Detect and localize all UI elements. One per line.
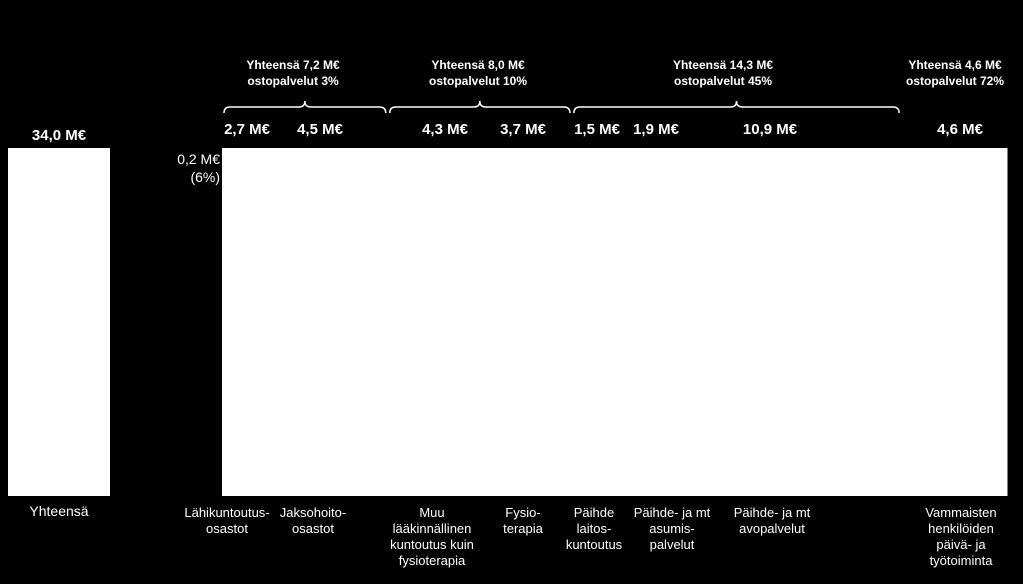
segment-value-label: 4,3 M€ <box>422 121 468 138</box>
total-value-label: 34,0 M€ <box>31 127 87 144</box>
segment-bar <box>487 148 573 496</box>
annotation-share: (6%) <box>190 169 220 185</box>
segment-bar <box>388 148 487 496</box>
segment-value-label: 4,5 M€ <box>297 121 343 138</box>
segment-bar <box>901 148 1007 496</box>
group-total-label: Yhteensä 7,2 M€ <box>246 58 340 72</box>
segment-value-label: 1,5 M€ <box>574 121 620 138</box>
segment-value-label: 3,7 M€ <box>500 121 546 138</box>
segment-bar <box>222 148 285 496</box>
group-purchased-label: ostopalvelut 45% <box>673 74 773 88</box>
category-label: Päihde laitos- kuntoutus <box>565 505 623 552</box>
group-total-label: Yhteensä 4,6 M€ <box>908 58 1002 72</box>
category-label: Fysio- terapia <box>503 505 543 536</box>
group-brace <box>224 101 386 113</box>
category-label: Vammaisten henkilöiden päivä- ja työtoiminta <box>925 505 997 568</box>
category-label: Jaksohoito- osastot <box>279 505 347 536</box>
group-purchased-label: ostopalvelut 72% <box>905 74 1005 88</box>
segment-value-label: 2,7 M€ <box>224 121 270 138</box>
category-label: Päihde- ja mt avopalvelut <box>733 505 811 536</box>
category-label: Päihde- ja mt asumis- palvelut <box>633 505 711 552</box>
group-purchased-label: ostopalvelut 3% <box>247 74 339 88</box>
group-brace <box>390 101 570 113</box>
group-total-label: Yhteensä 14,3 M€ <box>672 58 774 72</box>
segment-bar <box>650 148 901 496</box>
group-brace <box>574 101 899 113</box>
total-category-label: Yhteensä <box>29 503 89 519</box>
segment-bar <box>606 148 650 496</box>
total-bar <box>8 148 110 496</box>
annotation-value: 0,2 M€ <box>177 151 220 167</box>
segment-bar <box>572 148 607 496</box>
segment-bar <box>284 148 388 496</box>
segment-value-label: 1,9 M€ <box>633 121 679 138</box>
segment-value-label: 10,9 M€ <box>742 121 798 138</box>
category-label: Lähikuntoutus- osastot <box>184 505 270 536</box>
group-total-label: Yhteensä 8,0 M€ <box>431 58 525 72</box>
category-label: Muu lääkinnällinen kuntoutus kuin fysioterapia <box>390 505 474 568</box>
group-purchased-label: ostopalvelut 10% <box>428 74 528 88</box>
segment-value-label: 4,6 M€ <box>937 121 983 138</box>
